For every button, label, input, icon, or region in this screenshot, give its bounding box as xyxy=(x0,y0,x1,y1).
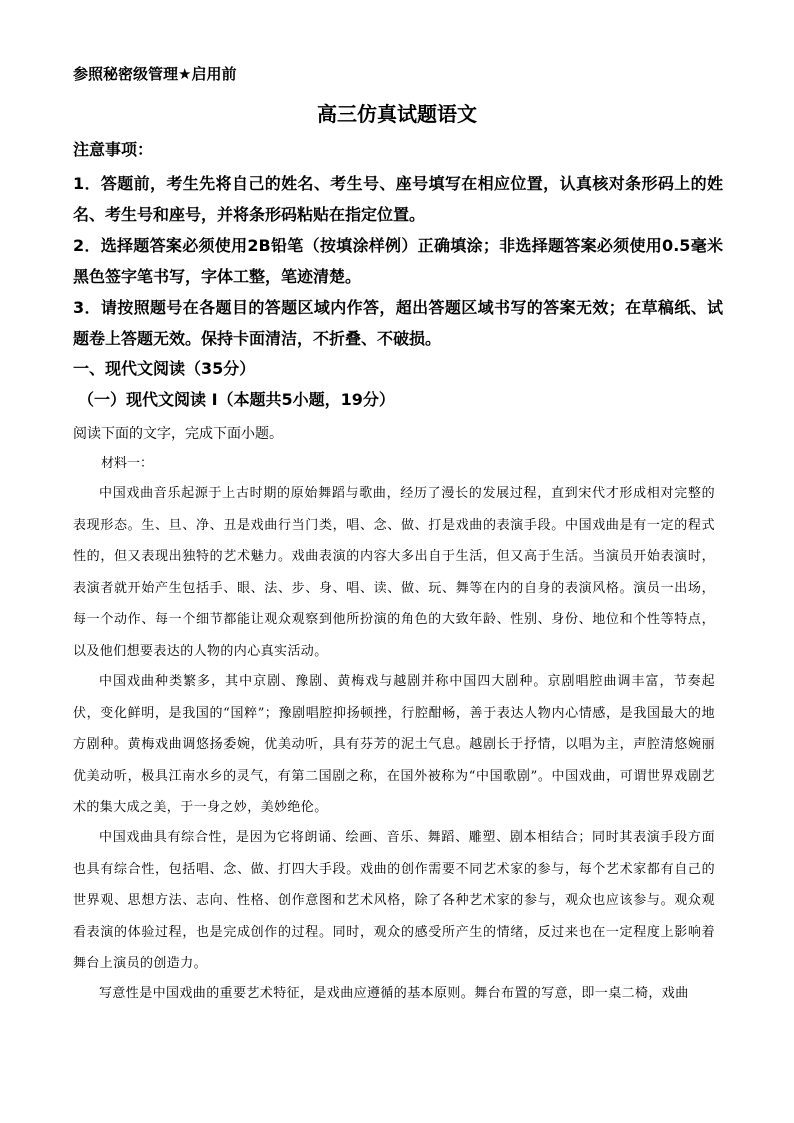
material-paragraph-2: 中国戏曲种类繁多，其中京剧、豫剧、黄梅戏与越剧并称中国四大剧种。京剧唱腔曲调丰富，节奏起伏，变化鲜明，是我国的“国粹”；豫剧唱腔抑扬顿挫，行腔酣畅，善于表达人物内心情感，是我国最大的地方剧种。黄梅戏曲调悠扬委婉，优美动听，具有芬芳的泥土气息。越剧长于抒情，以唱为主，声腔清悠婉丽优美动听，极具江南水乡的灵气，有第二国剧之称，在国外被称为“中国歌剧”。中国戏曲，可谓世界戏剧艺术的集大成之美，于一身之妙，美妙绝伦。 xyxy=(73,674,715,815)
notice-item-1: 1．答题前，考生先将自己的姓名、考生号、座号填写在相应位置，认真核对条形码上的姓名、考生号和座号，并将条形码粘贴在指定位置。 xyxy=(73,174,723,224)
notice-item-2: 2．选择题答案必须使用2B铅笔（按填涂样例）正确填涂；非选择题答案必须使用0.5毫米黑色签字笔书写，字体工整，笔迹清楚。 xyxy=(73,236,723,286)
section-heading: 一、现代文阅读（35分） xyxy=(73,359,256,378)
material-paragraph-4: 写意性是中国戏曲的重要艺术特征，是戏曲应遵循的基本原则。舞台布置的写意，即一桌二椅，戏曲 xyxy=(99,986,689,1001)
secrecy-label: 参照秘密级管理★启用前 xyxy=(73,65,237,83)
subsection-heading: （一）现代文阅读 I（本题共5小题，19分） xyxy=(78,390,395,409)
material-paragraph-3: 中国戏曲具有综合性，是因为它将朗诵、绘画、音乐、舞蹈、雕塑、剧本相结合；同时其表演手段方面也具有综合性，包括唱、念、做、打四大手段。戏曲的创作需要不同艺术家的参与，每个艺术家都有自己的世界观、思想方法、志向、性格、创作意图和艺术风格，除了各种艺术家的参与，观众也应该参与。观众观看表演的体验过程，也是完成创作的过程。同时，观众的感受所产生的情绪，反过来也在一定程度上影响着舞台上演员的创造力。 xyxy=(73,830,715,971)
material-paragraph-1: 中国戏曲音乐起源于上古时期的原始舞蹈与歌曲，经历了漫长的发展过程，直到宋代才形成相对完整的表现形态。生、旦、净、丑是戏曲行当门类，唱、念、做、打是戏曲的表演手段。中国戏曲是有一定的程式性的，但又表现出独特的艺术魅力。戏曲表演的内容大多出自于生活，但又高于生活。当演员开始表演时，表演者就开始产生包括手、眼、法、步、身、唱、读、做、玩、舞等在内的自身的表演风格。演员一出场，每一个动作、每一个细节都能让观众观察到他所扮演的角色的大致年龄、性别、身份、地位和个性等特点，以及他们想要表达的人物的内心真实活动。 xyxy=(73,486,715,659)
material-label: 材料一： xyxy=(101,456,154,471)
notice-heading: 注意事项： xyxy=(73,140,154,159)
page-title: 高三仿真试题语文 xyxy=(317,102,477,126)
reading-instruction: 阅读下面的文字，完成下面小题。 xyxy=(73,426,283,442)
notice-item-3: 3．请按照题号在各题目的答题区域内作答，超出答题区域书写的答案无效；在草稿纸、试题卷上答题无效。保持卡面清洁，不折叠、不破损。 xyxy=(73,298,723,348)
